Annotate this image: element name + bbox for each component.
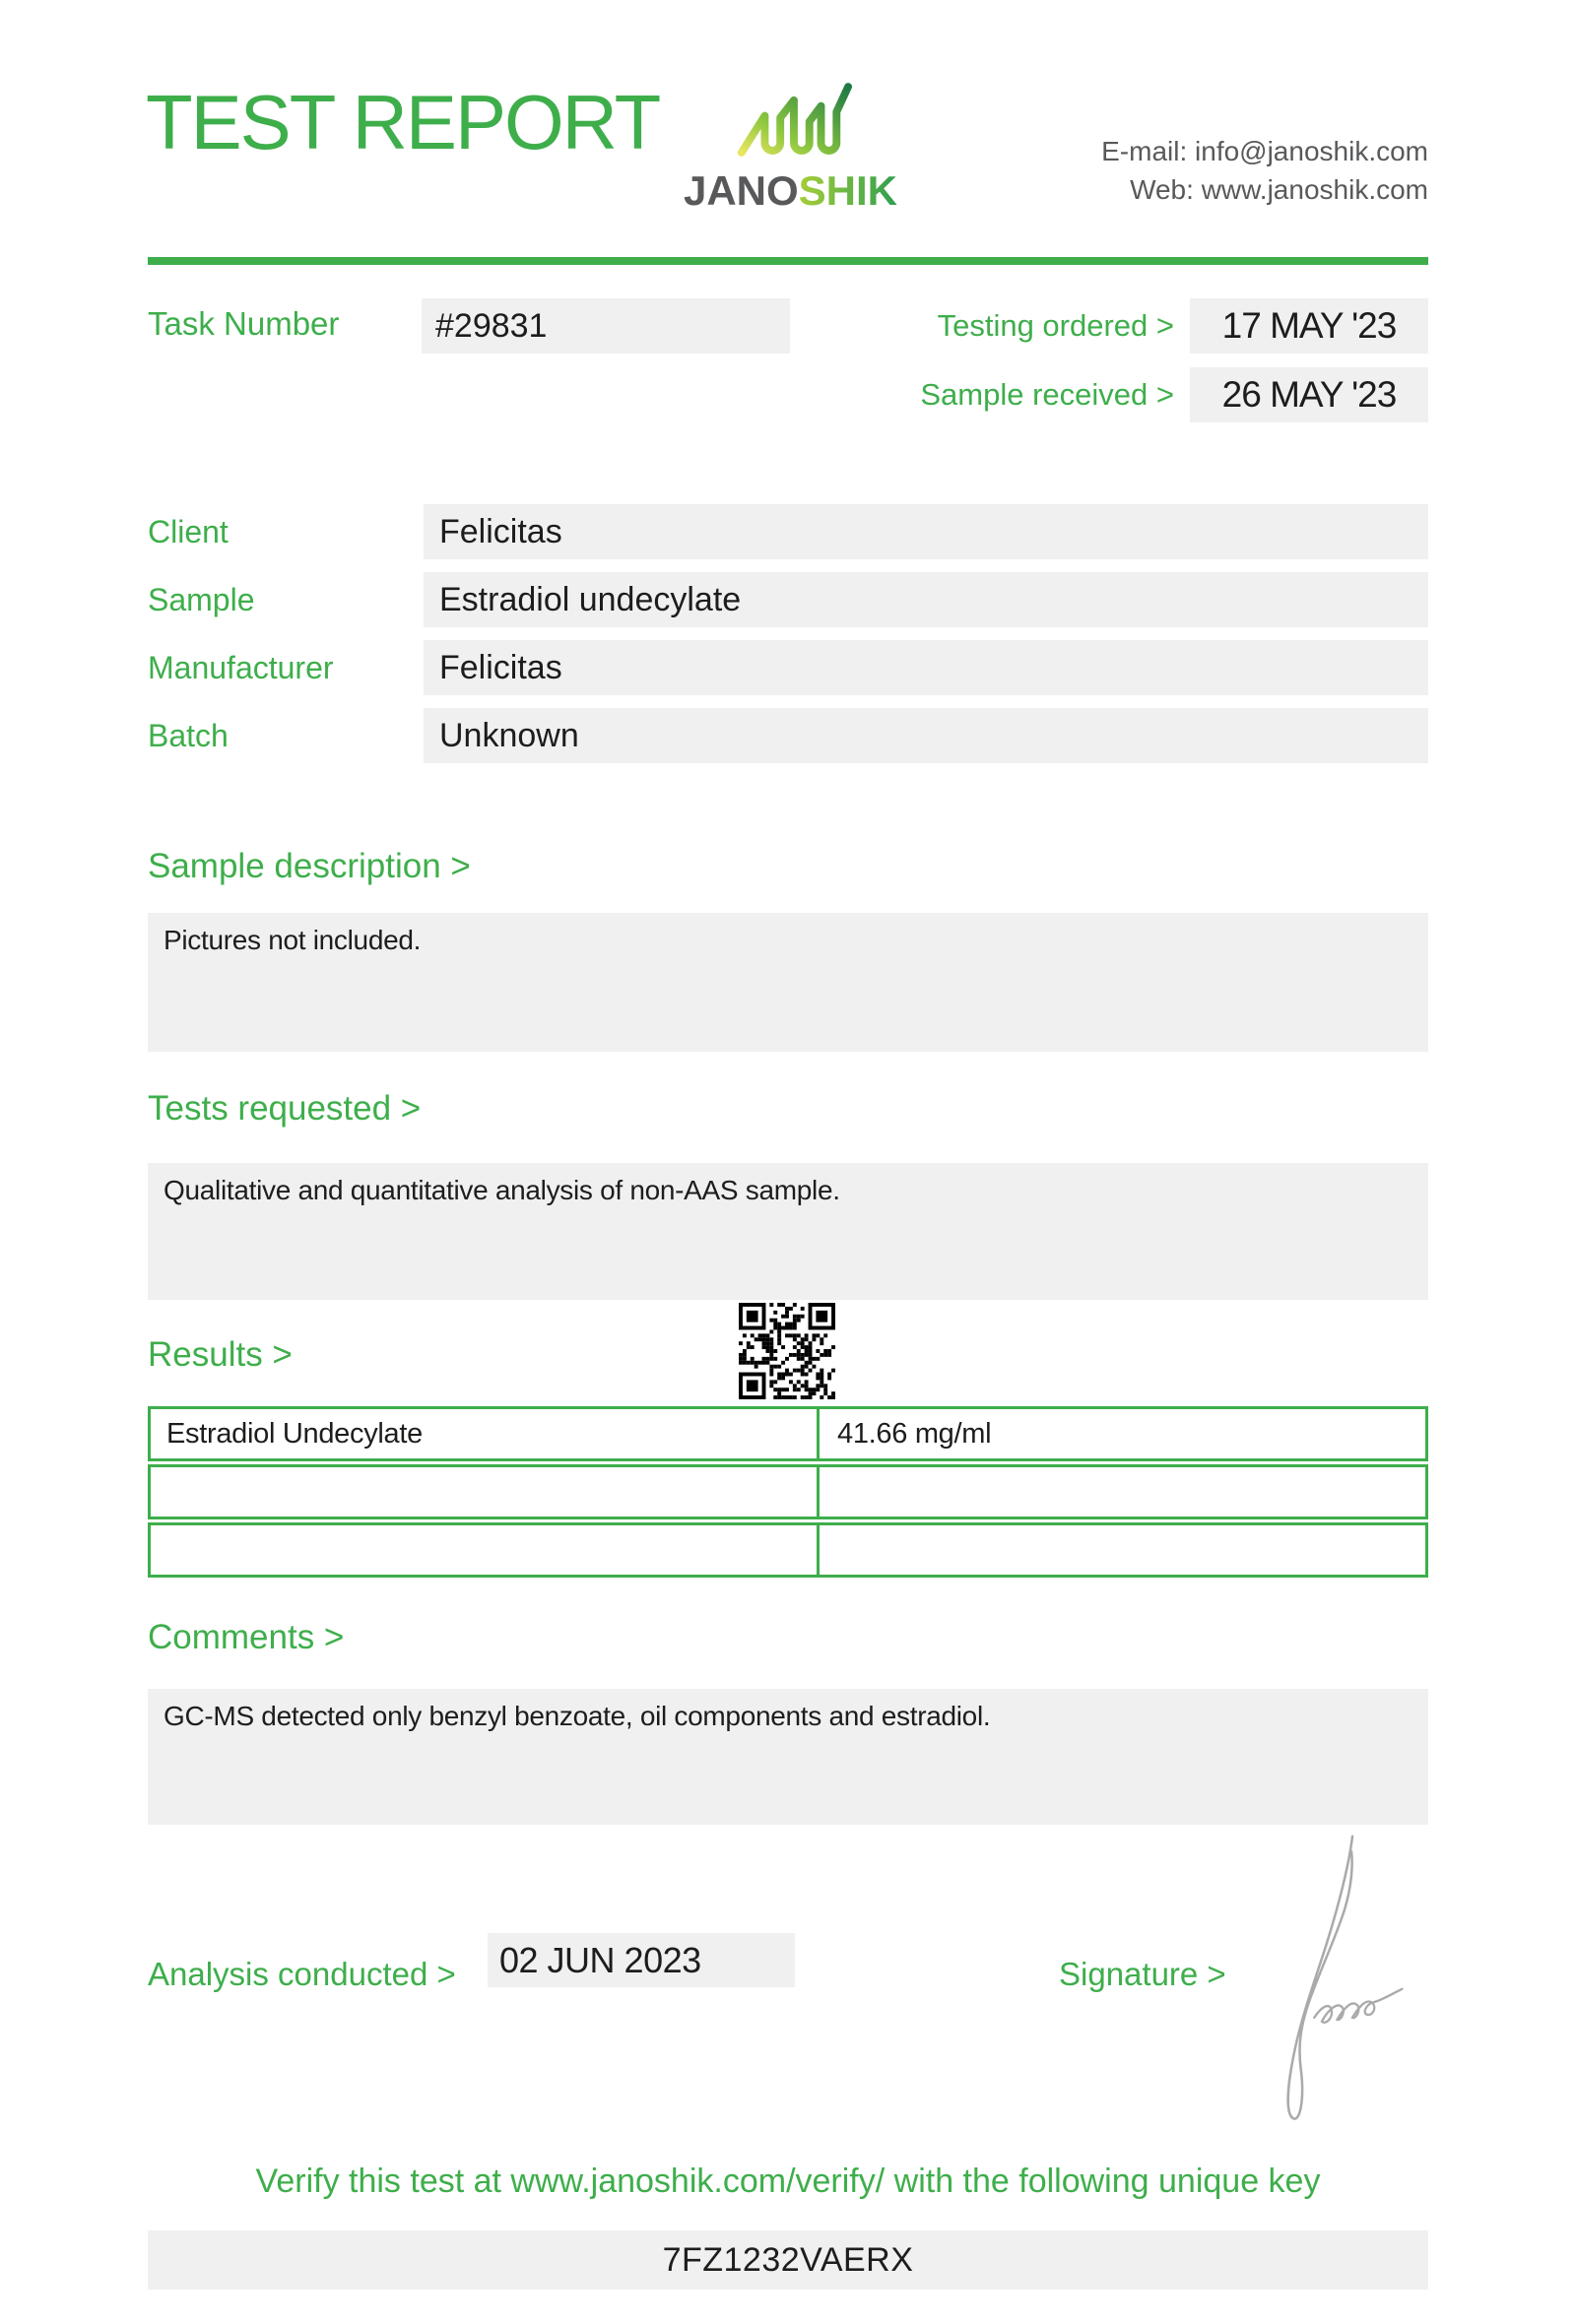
table-row [148,1522,1428,1578]
sample-received-value: 26 MAY '23 [1190,367,1428,422]
comments-box: GC-MS detected only benzyl benzoate, oil components and estradiol. [148,1689,1428,1825]
batch-label: Batch [148,718,229,753]
logo-chart-icon [728,73,854,165]
info-row-manufacturer [148,640,1428,695]
tests-requested-box: Qualitative and quantitative analysis of non-AAS sample. [148,1163,1428,1300]
sample-description-heading: Sample description > [148,847,471,885]
signature-scribble [1261,1830,1413,2137]
info-row-client [148,504,1428,559]
manufacturer-value: Felicitas [424,640,1428,695]
unique-key-value: 7FZ1232VAERX [148,2230,1428,2290]
sample-value: Estradiol undecylate [424,572,1428,627]
sample-info-list [148,504,1428,763]
table-row [148,1406,1428,1461]
analysis-conducted-value: 02 JUN 2023 [488,1933,795,1987]
logo-wordmark [675,167,906,215]
result-concentration [820,1467,1425,1517]
client-label: Client [148,514,229,549]
info-row-sample [148,572,1428,627]
signature-label: Signature > [1059,1956,1226,1992]
table-row [148,1464,1428,1519]
results-heading: Results > [148,1335,293,1374]
contact-web: Web: www.janoshik.com [1130,174,1428,205]
sample-received-row [920,367,1428,422]
sample-description-box: Pictures not included. [148,913,1428,1052]
header-divider [148,257,1428,265]
verify-instruction: Verify this test at www.janoshik.com/verify/ with the following unique key [255,2163,1321,2200]
logo-text-green: SHIK [798,167,898,214]
batch-value: Unknown [424,708,1428,763]
sample-received-label: Sample received > [920,377,1174,412]
analysis-conducted-label: Analysis conducted > [148,1956,456,1992]
contact-info [1101,132,1428,209]
logo-text-dark: JANO [683,167,799,214]
result-substance [151,1525,820,1575]
result-concentration: 41.66 mg/ml [837,1418,992,1450]
info-row-batch [148,708,1428,763]
page-title: TEST REPORT [146,79,660,165]
tests-requested-heading: Tests requested > [148,1089,422,1128]
client-value: Felicitas [424,504,1428,559]
contact-email: E-mail: info@janoshik.com [1101,136,1428,166]
qr-code [739,1302,835,1400]
janoshik-logo [675,73,906,215]
testing-ordered-row [938,298,1428,354]
manufacturer-label: Manufacturer [148,650,334,685]
task-number-value: #29831 [422,298,790,354]
task-number-label: Task Number [148,305,340,342]
testing-ordered-label: Testing ordered > [937,308,1174,343]
testing-ordered-value: 17 MAY '23 [1190,298,1428,354]
result-concentration [820,1525,1425,1575]
result-substance: Estradiol Undecylate [151,1409,820,1458]
results-table [148,1406,1428,1581]
result-substance [151,1467,820,1517]
sample-label: Sample [148,582,255,617]
comments-heading: Comments > [148,1618,345,1656]
